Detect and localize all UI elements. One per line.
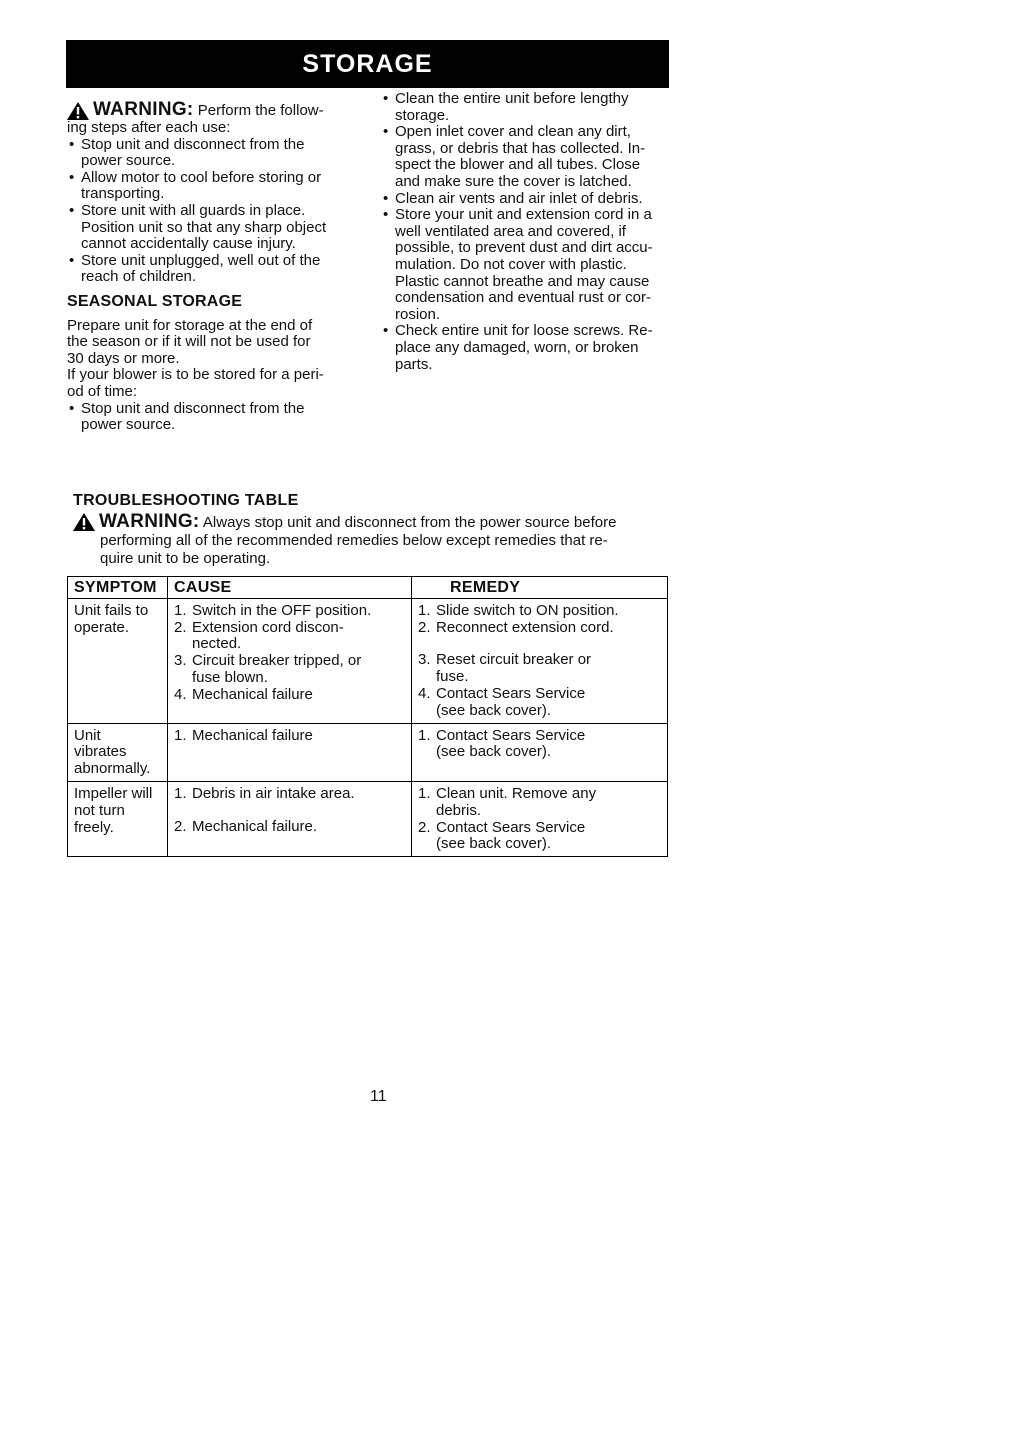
item-text	[436, 686, 585, 720]
item-text	[192, 653, 361, 687]
cause-cell	[168, 598, 412, 723]
item-line: Mechanical failure.	[192, 817, 318, 835]
list-item-line: place any damaged, worn, or broken	[395, 338, 639, 356]
item-text	[192, 687, 313, 704]
after-use-list	[67, 137, 367, 286]
list-item-line: power source.	[81, 416, 176, 434]
item-number: 2.	[418, 818, 431, 836]
warning-title: WARNING:	[99, 511, 200, 532]
item-text	[436, 603, 619, 620]
warning-text-cont: performing all of the recommended remedies below except remedies that re-	[100, 532, 608, 549]
item-text	[436, 620, 614, 637]
paragraph-line: 30 days or more.	[67, 349, 180, 367]
symptom-line: Unit fails to	[74, 601, 149, 619]
symptom-line: operate.	[74, 618, 130, 636]
list-item-line: possible, to prevent dust and dirt accu-	[395, 239, 653, 257]
list-item	[67, 203, 367, 253]
column-header-remedy: REMEDY	[412, 577, 668, 599]
item-number: 1.	[418, 726, 431, 744]
numbered-item	[174, 620, 405, 654]
list-item-line: • Store unit with all guards in place.	[81, 201, 306, 219]
item-text	[192, 620, 344, 654]
troubleshooting-heading: TROUBLESHOOTING TABLE	[73, 492, 299, 509]
item-line: Circuit breaker tripped, or	[192, 652, 362, 670]
item-text	[436, 652, 591, 686]
item-line: Reset circuit breaker or	[436, 651, 592, 669]
item-text	[436, 786, 596, 820]
item-number: 3.	[418, 651, 431, 669]
seasonal-storage-heading: SEASONAL STORAGE	[67, 292, 243, 310]
warning-text: Perform the follow-	[197, 102, 324, 119]
numbered-item	[174, 687, 405, 704]
item-text	[192, 786, 355, 803]
item-line: Debris in air intake area.	[192, 784, 355, 802]
numbered-item	[418, 786, 661, 820]
numbered-item	[418, 652, 661, 686]
left-column	[67, 99, 367, 434]
item-line: (see back cover).	[436, 701, 552, 719]
item-line: (see back cover).	[436, 835, 552, 853]
list-item-line: • Clean the entire unit before lengthy	[395, 90, 629, 107]
column-header-symptom: SYMPTOM	[68, 577, 168, 599]
list-item-line: condensation and eventual rust or cor-	[395, 289, 651, 307]
item-line: Contact Sears Service	[436, 726, 586, 744]
item-line: nected.	[192, 635, 242, 653]
list-item-line: grass, or debris that has collected. In-	[395, 139, 646, 157]
item-line: fuse.	[436, 668, 469, 686]
list-item-line: • Open inlet cover and clean any dirt,	[395, 123, 631, 141]
numbered-item	[418, 603, 661, 620]
list-item-line: • Store unit unplugged, well out of the	[81, 251, 321, 269]
list-item	[381, 207, 676, 323]
column-header-cause: CAUSE	[168, 577, 412, 599]
remedy-cell	[412, 598, 668, 723]
item-text	[436, 728, 585, 762]
list-item-line: • Stop unit and disconnect from the	[81, 135, 305, 153]
seasonal-list	[67, 401, 367, 434]
spacer	[418, 636, 661, 652]
table-header-row	[68, 577, 668, 599]
list-item-line: Plastic cannot breathe and may cause	[395, 272, 650, 290]
item-line: Extension cord discon-	[192, 618, 344, 636]
storage-list	[381, 91, 676, 373]
item-number: 3.	[174, 652, 187, 670]
item-line: Contact Sears Service	[436, 684, 586, 702]
list-item-line: • Check entire unit for loose screws. Re-	[395, 322, 653, 340]
warning-triangle-icon	[67, 102, 89, 120]
seasonal-paragraph	[67, 367, 367, 400]
list-item-line: transporting.	[81, 185, 165, 203]
numbered-item	[174, 603, 405, 620]
numbered-item	[174, 786, 405, 803]
item-text	[192, 728, 313, 745]
list-item-line: storage.	[395, 106, 450, 124]
item-number: 1.	[418, 784, 431, 802]
item-number: 1.	[174, 726, 187, 744]
list-item-line: • Clean air vents and air inlet of debris.	[395, 189, 643, 207]
section-title: STORAGE	[302, 49, 433, 78]
item-line: Slide switch to ON position.	[436, 601, 619, 619]
item-number: 1.	[418, 601, 431, 619]
page-number: 11	[370, 1088, 387, 1105]
list-item	[381, 191, 676, 208]
list-item	[67, 137, 367, 170]
item-line: Switch in the OFF position.	[192, 601, 372, 619]
symptom-line: Unit	[74, 726, 101, 744]
warning-text: Always stop unit and disconnect from the power source before	[202, 514, 617, 531]
item-line: Mechanical failure	[192, 685, 313, 703]
item-line: Clean unit. Remove any	[436, 784, 597, 802]
storage-warning	[67, 99, 367, 120]
item-number: 1.	[174, 784, 187, 802]
symptom-line: abnormally.	[74, 760, 151, 778]
list-item-line: power source.	[81, 152, 176, 170]
item-line: fuse blown.	[192, 668, 268, 686]
symptom-cell	[68, 781, 168, 856]
symptom-line: not turn	[74, 801, 125, 819]
item-number: 1.	[174, 601, 187, 619]
table-row	[68, 781, 668, 856]
list-item-line: mulation. Do not cover with plastic.	[395, 255, 627, 273]
symptom-line: vibrates	[74, 743, 127, 761]
item-line: (see back cover).	[436, 743, 552, 761]
list-item-line: well ventilated area and covered, if	[395, 222, 626, 240]
list-item-line: cannot accidentally cause injury.	[81, 235, 296, 253]
paragraph-line: If your blower is to be stored for a peri-	[67, 366, 324, 384]
spacer	[174, 803, 405, 819]
numbered-item	[174, 653, 405, 687]
list-item	[381, 91, 676, 124]
numbered-item	[418, 820, 661, 854]
item-line: Reconnect extension cord.	[436, 618, 614, 636]
table-row	[68, 723, 668, 781]
item-text	[192, 819, 317, 836]
section-header	[66, 40, 669, 88]
symptom-line: freely.	[74, 818, 114, 836]
item-text	[192, 603, 371, 620]
cause-cell	[168, 723, 412, 781]
warning-title: WARNING:	[93, 99, 194, 120]
list-item-line: • Stop unit and disconnect from the	[81, 399, 305, 417]
seasonal-paragraph	[67, 318, 367, 368]
item-number: 4.	[418, 684, 431, 702]
list-item-line: rosion.	[395, 305, 441, 323]
list-item-line: spect the blower and all tubes. Close	[395, 156, 641, 174]
paragraph-line: Prepare unit for storage at the end of	[67, 316, 313, 334]
numbered-item	[174, 819, 405, 836]
paragraph-line: the season or if it will not be used for	[67, 333, 311, 351]
table-row	[68, 598, 668, 723]
item-line: Contact Sears Service	[436, 818, 586, 836]
cause-cell	[168, 781, 412, 856]
list-item	[381, 323, 676, 373]
list-item-line: • Store your unit and extension cord in a	[395, 206, 652, 224]
warning-text-cont: quire unit to be operating.	[100, 550, 271, 567]
list-item	[67, 253, 367, 286]
list-item	[67, 401, 367, 434]
list-item-line: parts.	[395, 355, 433, 373]
numbered-item	[418, 686, 661, 720]
list-item-line: reach of children.	[81, 268, 197, 286]
symptom-cell	[68, 723, 168, 781]
item-number: 2.	[174, 817, 187, 835]
paragraph-line: od of time:	[67, 382, 138, 400]
list-item	[381, 124, 676, 190]
warning-triangle-icon	[73, 513, 95, 531]
list-item	[67, 170, 367, 203]
troubleshooting-warning	[73, 513, 663, 568]
item-number: 2.	[418, 618, 431, 636]
remedy-cell	[412, 723, 668, 781]
item-number: 4.	[174, 685, 187, 703]
numbered-item	[418, 620, 661, 637]
numbered-item	[418, 728, 661, 762]
item-line: Mechanical failure	[192, 726, 313, 744]
numbered-item	[174, 728, 405, 745]
right-column	[381, 91, 676, 373]
item-text	[436, 820, 585, 854]
warning-text-cont: ing steps after each use:	[67, 119, 231, 136]
list-item-line: Position unit so that any sharp object	[81, 218, 327, 236]
troubleshooting-table	[67, 576, 668, 857]
remedy-cell	[412, 781, 668, 856]
symptom-line: Impeller will	[74, 784, 153, 802]
symptom-cell	[68, 598, 168, 723]
list-item-line: • Allow motor to cool before storing or	[81, 168, 322, 186]
item-line: debris.	[436, 801, 482, 819]
list-item-line: and make sure the cover is latched.	[395, 172, 632, 190]
item-number: 2.	[174, 618, 187, 636]
